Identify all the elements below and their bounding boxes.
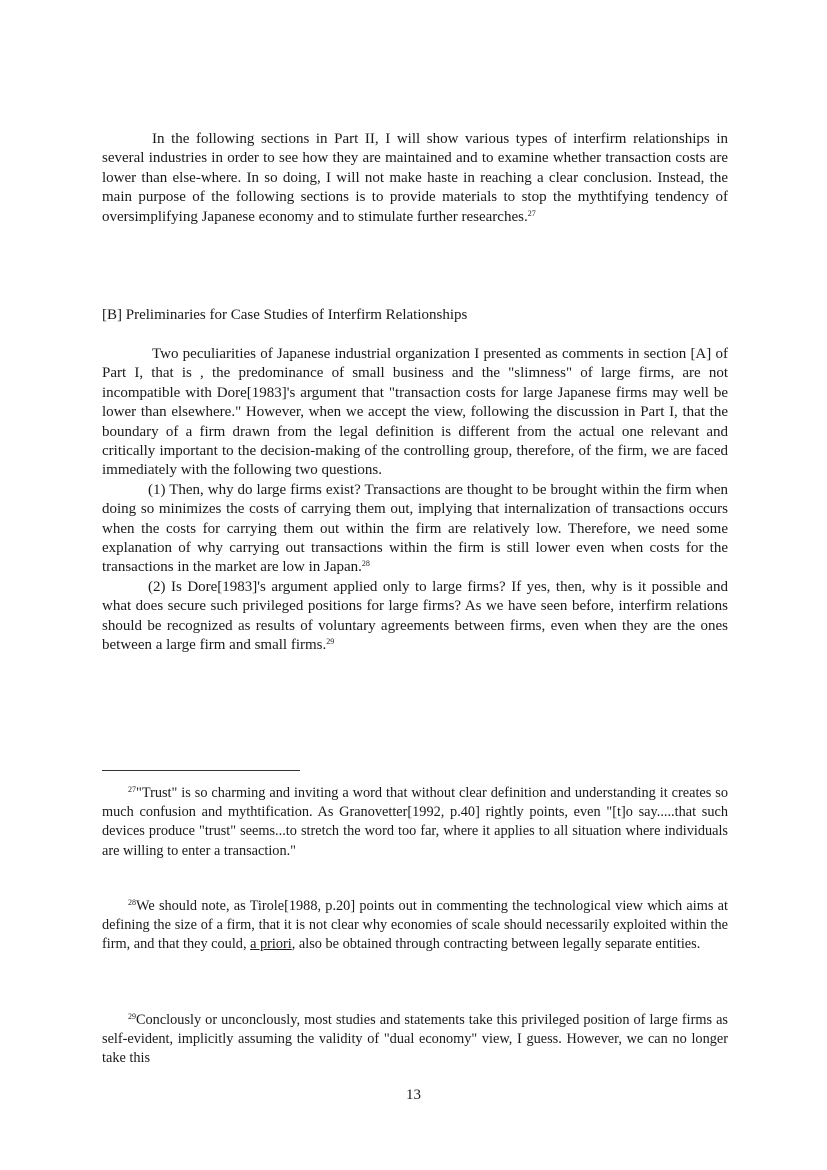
intro-text: In the following sections in Part II, I will show various types of interfirm relationships in several industries in order to see how they are maintained and to examine whether transaction costs are lower than else-where. In so doing, I will not make haste in reaching a clear conclusion. Instead, the main purpose of the following sections is to provide materials to stop the mythtifying tendency of oversimplifying Japanese economy and to stimulate further researches. [102,131,728,225]
intro-paragraph [102,130,728,227]
question-1-text: (1) Then, why do large firms exist? Transactions are thought to be brought within the firm when doing so minimizes the costs of carrying them out, implying that internalization of transactions occurs when the costs for carrying them out within the firm are relatively low. Therefore, we need some explanation of why carrying out transactions within the firm is still lower even when costs for the transactions in the market are low in Japan. [102,481,728,576]
section-body [102,345,728,656]
footnote-text-after: , also be obtained through contracting between legally separate entities. [291,936,701,953]
page-number: 13 [406,1087,421,1103]
footnote-text: "Trust" is so charming and inviting a word that without clear definition and understanding it creates so much confusion and mythtification. As Granovetter[1992, p.40] rightly points, even "[t]o say.....that such devices produce "trust" seems...to stretch the word too far, where it applies to all situation where individuals are willing to enter a transaction." [102,785,728,859]
paragraph-peculiarities: Two peculiarities of Japanese industrial organization I presented as comments in section [A] of Part I, that is , the predominance of small business and the "slimness" of large firms, are not incompatible with Dore[1983]'s argument that "transaction costs for large Japanese firms may well be lower than elsewhere." However, when we accept the view, following the discussion in Part I, that the boundary of a firm drawn from the legal definition is different from the actual one relevant and critically important to the decision-making of the controlling group, therefore, of the firm, we are faced immediately with the following two questions. [102,346,728,479]
footnote-28 [102,897,728,955]
footnote-text-before: We should note, as Tirole[1988, p.20] points out in commenting the technological view which aims at defining the size of a firm, that it is not clear why economies of scale should necessarily exploited within the firm, and that they could, [102,898,728,953]
paragraph-question-2 [102,578,728,656]
paragraph-question-1 [102,481,728,578]
footnote-ref-29: 29 [326,637,335,647]
footnote-ref-28: 28 [361,559,370,569]
footnote-ref-27: 27 [527,208,536,218]
question-2-text: (2) Is Dore[1983]'s argument applied only to large firms? If yes, then, why is it possible and what does secure such privileged positions for large firms? As we have seen before, interfirm relations should be recognized as results of voluntary agreements between firms, even when they are the ones between a large firm and small firms. [102,578,728,654]
footnote-number: 27 [128,785,136,794]
footnote-number: 28 [128,898,136,907]
footnote-emphasis: a priori [250,936,292,953]
section-heading: [B] Preliminaries for Case Studies of Interfirm Relationships [102,307,468,323]
footnote-text: Conclously or unconclously, most studies and statements take this privileged position of large firms as self-evident, implicitly assuming the validity of "dual economy" view, I guess. However, we can no longer take this [102,1012,728,1067]
footnote-number: 29 [128,1012,136,1021]
footnote-divider [102,770,300,771]
footnote-27 [102,784,728,861]
footnote-29 [102,1011,728,1069]
